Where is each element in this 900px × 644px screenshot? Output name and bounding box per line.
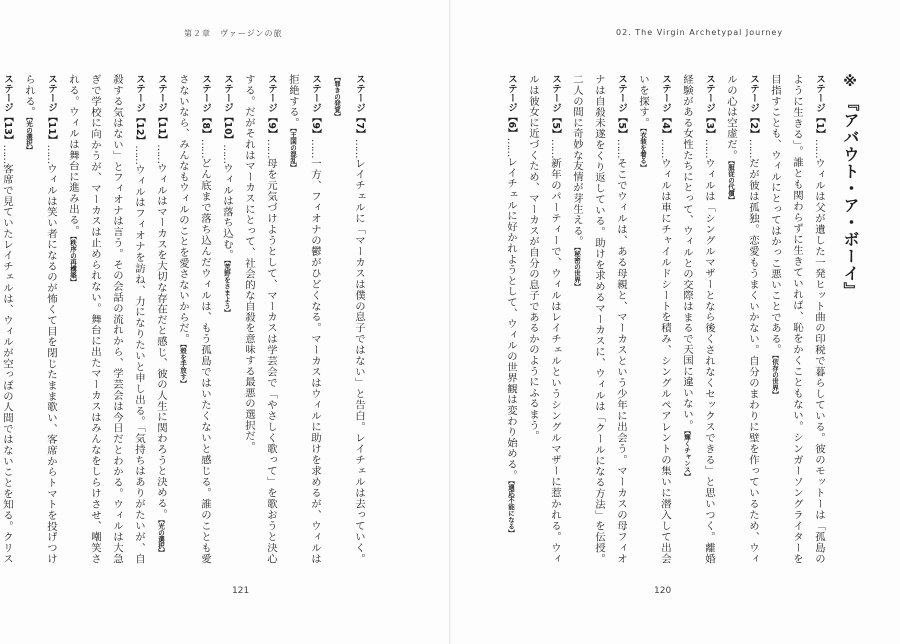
entry-text: 母を元気づけようとして、マーカスは学芸会で「やさしく歌って」を歌おうと決心する。だがそれはマーカスにとって、社会的な自殺を意味する最悪の選択だ。 <box>243 74 277 564</box>
stage-tag: 【王国の混乱】 <box>289 128 297 171</box>
right-text-column <box>472 74 864 564</box>
entry-text: ウィルは落ち込む。 <box>221 163 233 261</box>
stage-entry <box>0 74 18 564</box>
page-number-left: 121 <box>232 586 250 596</box>
entry-text: レイチェルに好かれようとして、ウィルの世界観は変わり始める。 <box>505 156 517 481</box>
leader-dots: …… <box>659 138 671 158</box>
stage-tag: 【服従の代償】 <box>727 160 735 203</box>
leader-dots: …… <box>1 144 13 164</box>
entry-text: ウィルは車にチャイルドシートを積み、シングルペアレントの集いに潜入して出会いを探す。 <box>637 74 671 564</box>
stage-tag: 【衣装を着る】 <box>639 128 647 171</box>
left-text-column <box>1 74 370 564</box>
stage-entry <box>282 74 326 564</box>
stage-tag: 【殻を手放す】 <box>179 344 187 387</box>
stage-label: ステージ【2】 <box>748 74 759 139</box>
stage-label: ステージ【11】 <box>46 74 57 145</box>
stage-entry <box>764 74 830 564</box>
leader-dots: …… <box>549 138 561 158</box>
stage-label: ステージ【9】 <box>266 74 277 139</box>
right-page <box>450 0 900 644</box>
stage-tag: 【適応不能になる】 <box>507 480 515 536</box>
stage-label: ステージ【5】 <box>616 74 627 139</box>
leader-dots: …… <box>505 137 517 157</box>
entry-text: そこでウィルは、ある母親と、マーカスという少年に出会う。マーカスの母フィオナは自殺未遂をくり返している。助けを求めるマーカスに、ウィルは「クールになる方法」を伝授。二人の間に奇妙な友情が芽生える。 <box>571 74 627 564</box>
entry-text: だが彼は孤独。恋愛もうまくいかない。自分のまわりに壁を作っているため、ウィルの心は空虚だ。 <box>725 74 759 564</box>
stage-entry <box>216 74 238 564</box>
leader-dots: …… <box>265 138 277 158</box>
leader-dots: …… <box>747 138 759 158</box>
page-number-right: 120 <box>654 586 672 596</box>
stage-tag: 【輝くチャンス】 <box>683 430 691 480</box>
stage-entry <box>522 74 566 564</box>
leader-dots: …… <box>309 138 321 158</box>
stage-entry <box>632 74 676 564</box>
leader-dots: …… <box>353 138 365 158</box>
stage-label: ステージ【11】 <box>156 74 167 145</box>
entry-text: ウィルは笑い者になるのが怖くて目を閉じたまま歌い、客席からトマトを投げつけられる。 <box>23 74 57 564</box>
entry-text: 客席で見ていたレイチェルは、ウィルが空っぽの人間ではないことを知る。クリス <box>1 163 13 564</box>
leader-dots: …… <box>703 138 715 158</box>
leader-dots: …… <box>221 144 233 164</box>
stage-tag: 【荒野をさまよう】 <box>223 260 231 316</box>
stage-label: ステージ【5】 <box>550 74 561 139</box>
stage-tag: 【秘密の世界】 <box>573 246 581 290</box>
stage-label: ステージ【10】 <box>222 74 233 145</box>
stage-tag: 【罪き <box>333 74 341 94</box>
stage-label: ステージ【9】 <box>310 74 321 139</box>
entry-text: どん底まで落ち込んだウィルは、もう孤島ではいたくないと感じる。誰のことも愛さないなら、みんなもウィルのことを愛さないからだ。 <box>177 74 211 564</box>
leader-dots: …… <box>813 138 825 158</box>
leader-dots: …… <box>199 138 211 158</box>
stage-entry <box>150 74 172 564</box>
stage-label: ステージ【4】 <box>660 74 671 139</box>
stage-tag: 【光の選択】 <box>25 117 33 153</box>
leader-dots: …… <box>133 145 145 165</box>
entry-text: ウィルは「シングルマザーとなら後くされなくセックスできる」と思いつく。離婚経験がある女性たちにとって、ウィルとの交際はまるで天国に違いない。 <box>681 74 715 564</box>
stage-tag: の発覚】 <box>333 93 341 120</box>
stage-label: ステージ【8】 <box>200 74 211 139</box>
section-title-text: 『アバウト・ア・ボーイ』 <box>841 95 860 299</box>
stage-entry <box>500 74 522 564</box>
stage-entry <box>566 74 632 564</box>
entry-text: 新年のパーティーで、ウィルはレイチェルというシングルマザーに惹かれる。ウィルは彼女に近づくため、マーカスが自分の息子であるかのようにふるまう。 <box>527 74 561 564</box>
stage-entry <box>238 74 282 564</box>
stage-entry <box>676 74 720 564</box>
stage-label: ステージ【6】 <box>506 74 517 138</box>
stage-entry <box>172 74 216 564</box>
stage-label: ステージ【7】 <box>354 74 365 139</box>
stage-label: ステージ【13】 <box>2 74 13 145</box>
running-head-left: 第２章 ヴァージンの旅 <box>184 29 283 38</box>
reference-mark-icon: ※ <box>842 74 858 91</box>
entry-text: ウィルはマーカスを大切な存在だと感じ、彼の人生に関わろうと決める。 <box>155 163 167 520</box>
leader-dots: …… <box>615 138 627 158</box>
running-head-right: 02. The Virgin Archetypal Journey <box>616 28 784 37</box>
stage-tag: 【依存の世界】 <box>771 354 779 398</box>
stage-entry <box>326 74 370 564</box>
entry-text: ウィルはフィオナを訪ね、力になりたいと申し出る。「気持ちはありがたいが、自殺する気はない」とフィオナは言う。その会話の流れから、学芸会は今日だとわかる。ウィルは大急ぎで学校に向かうが、マーカスは止められない。舞台に出たマーカスはみんなをしらけさせ、嘲笑される。ウィルは舞台に進み出る。 <box>67 74 145 564</box>
entry-text: レイチェルに「マーカスは僕の息子ではない」と告白。レイチェルは去っていく。 <box>353 157 365 564</box>
stage-tag: 【秩序の再構築】 <box>69 236 77 285</box>
section-title <box>836 74 864 564</box>
entry-text: 一方、フィオナの鬱がひどくなる。マーカスはウィルに助けを求めるが、ウィルは拒絶する。 <box>287 74 321 564</box>
entry-text: ウィルは父が遺した一発ヒット曲の印税で暮らしている。彼のモットーは「孤島のように生きる」。誰とも関わらずに生きていれば、恥をかくこともない。シンガーソングライターを目指すことも、ウィルにとってはかっこ悪いことである。 <box>769 74 825 564</box>
stage-label: ステージ【3】 <box>704 74 715 139</box>
leader-dots: …… <box>155 144 167 164</box>
stage-entry <box>720 74 764 564</box>
stage-entry <box>62 74 150 564</box>
leader-dots: …… <box>45 144 57 164</box>
stage-tag: 【光の選択】 <box>157 519 165 556</box>
stage-label: ステージ【1】 <box>814 74 825 139</box>
stage-label: ステージ【12】 <box>134 74 145 146</box>
stage-entry <box>18 74 62 564</box>
